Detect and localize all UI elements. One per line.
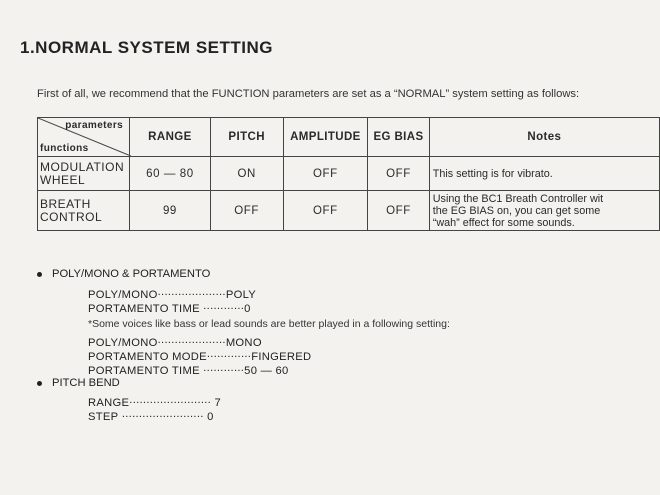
header-pitch: PITCH bbox=[210, 118, 283, 157]
setting-value: 7 bbox=[214, 397, 222, 409]
notes-line: Using the BC1 Breath Controller wit bbox=[432, 192, 604, 205]
setting-label: PORTAMENTO TIME bbox=[88, 365, 200, 377]
intro-paragraph: First of all, we recommend that the FUNCTION parameters are set as a “NORMAL” system setting as follows: bbox=[37, 88, 580, 100]
leader-dots: ........................ bbox=[129, 394, 212, 406]
bullet-icon bbox=[37, 272, 42, 277]
setting-value: POLY bbox=[225, 289, 257, 301]
notes-cell bbox=[429, 191, 659, 231]
function-line: CONTROL bbox=[40, 209, 103, 224]
table-row bbox=[38, 157, 660, 191]
leader-dots: ............ bbox=[203, 300, 245, 312]
poly-mono-title-text: POLY/MONO & PORTAMENTO bbox=[52, 268, 211, 280]
setting-label: POLY/MONO bbox=[88, 337, 158, 349]
function-line: MODULATION bbox=[40, 159, 125, 174]
pitch-bend-section-title bbox=[37, 377, 120, 389]
header-notes: Notes bbox=[429, 118, 659, 157]
leader-dots: .................... bbox=[157, 334, 226, 346]
corner-cell bbox=[38, 118, 130, 157]
setting-line bbox=[88, 286, 256, 301]
setting-line bbox=[88, 394, 221, 409]
corner-functions-label: functions bbox=[40, 143, 89, 154]
setting-value: MONO bbox=[225, 337, 262, 349]
setting-label: PORTAMENTO MODE bbox=[88, 351, 207, 363]
setting-label: RANGE bbox=[88, 397, 130, 409]
pitch-cell: OFF bbox=[210, 191, 283, 231]
function-cell bbox=[38, 157, 130, 191]
header-range: RANGE bbox=[130, 118, 211, 157]
setting-label: PORTAMENTO TIME bbox=[88, 303, 200, 315]
header-amplitude: AMPLITUDE bbox=[283, 118, 368, 157]
remark-text: *Some voices like bass or lead sounds are better played in a following setting: bbox=[88, 318, 450, 330]
setting-line bbox=[88, 362, 289, 377]
setting-value: 0 bbox=[244, 303, 251, 315]
eg-bias-cell: OFF bbox=[368, 191, 429, 231]
notes-line: This setting is for vibrato. bbox=[432, 167, 553, 180]
range-cell: 60 — 80 bbox=[130, 157, 211, 191]
setting-line bbox=[88, 334, 262, 349]
function-cell bbox=[38, 191, 130, 231]
setting-value: 50 — 60 bbox=[244, 365, 289, 377]
setting-line bbox=[88, 348, 311, 363]
poly-mono-section-title bbox=[37, 268, 210, 280]
pitch-cell: ON bbox=[210, 157, 283, 191]
eg-bias-cell: OFF bbox=[368, 157, 429, 191]
table-header-row bbox=[38, 118, 660, 157]
leader-dots: ............. bbox=[206, 348, 252, 360]
setting-line bbox=[88, 408, 214, 423]
leader-dots: .................... bbox=[157, 286, 226, 298]
setting-line bbox=[88, 300, 251, 315]
table-row bbox=[38, 191, 660, 231]
function-line: WHEEL bbox=[40, 172, 86, 187]
leader-dots: ........................ bbox=[121, 408, 204, 420]
amplitude-cell: OFF bbox=[283, 157, 368, 191]
normal-setting-table bbox=[37, 117, 660, 231]
notes-line: “wah” effect for some sounds. bbox=[432, 216, 575, 229]
corner-parameters-label: parameters bbox=[65, 120, 124, 131]
setting-label: POLY/MONO bbox=[88, 289, 158, 301]
function-line: BREATH bbox=[40, 196, 91, 211]
amplitude-cell: OFF bbox=[283, 191, 368, 231]
setting-value: 0 bbox=[207, 411, 214, 423]
setting-label: STEP bbox=[88, 411, 119, 423]
header-eg-bias: EG BIAS bbox=[368, 118, 429, 157]
notes-line: the EG BIAS on, you can get some bbox=[432, 204, 601, 217]
section-heading: 1.NORMAL SYSTEM SETTING bbox=[20, 38, 273, 57]
range-cell: 99 bbox=[130, 191, 211, 231]
setting-value: FINGERED bbox=[251, 351, 312, 363]
notes-cell bbox=[429, 157, 659, 191]
leader-dots: ............ bbox=[203, 362, 245, 374]
pitch-bend-title-text: PITCH BEND bbox=[52, 377, 120, 389]
bullet-icon bbox=[37, 381, 42, 386]
